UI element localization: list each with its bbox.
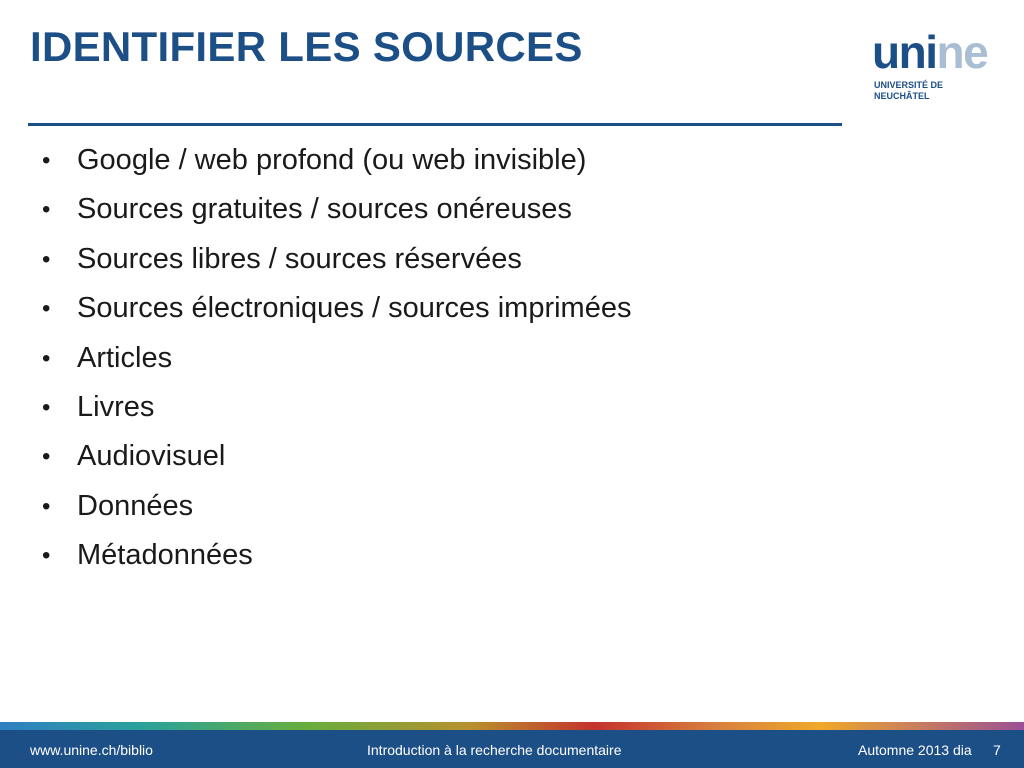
bullet-text: Livres	[77, 390, 155, 423]
footer-url: www.unine.ch/biblio	[30, 742, 153, 758]
bullet-icon: •	[42, 542, 51, 570]
footer-slide-number: 7	[993, 742, 1001, 758]
slide-title: IDENTIFIER LES SOURCES	[30, 23, 583, 70]
logo-wordmark-dark: uni	[872, 26, 937, 78]
bullet-icon: •	[42, 344, 51, 372]
footer-color-stripe	[0, 722, 1024, 730]
university-logo	[872, 28, 990, 104]
logo-wordmark-light: ne	[936, 26, 988, 78]
bullet-icon: •	[42, 443, 51, 471]
logo-wordmark	[872, 28, 987, 76]
bullet-text: Données	[77, 489, 194, 522]
bullet-text: Google / web profond (ou web invisible)	[77, 144, 587, 176]
footer-bar	[0, 730, 1024, 768]
bullet-text: Sources gratuites / sources onéreuses	[77, 193, 572, 226]
bullet-text: Articles	[77, 341, 173, 374]
title-underline	[28, 123, 842, 126]
bullet-text: Sources électroniques / sources imprimées	[77, 292, 632, 325]
bullet-icon: •	[42, 196, 51, 224]
logo-subtitle-line-2: NEUCHÂTEL	[874, 91, 930, 101]
bullet-icon: •	[42, 295, 51, 323]
bullet-icon: •	[42, 393, 51, 421]
bullet-text: Audiovisuel	[77, 440, 226, 473]
logo-subtitle-line-1: UNIVERSITÉ DE	[874, 80, 944, 90]
bullet-text: Métadonnées	[77, 539, 253, 572]
logo-subtitle	[874, 80, 943, 102]
footer-course-title: Introduction à la recherche documentaire	[367, 742, 622, 758]
bullet-icon: •	[42, 245, 51, 273]
bullet-text: Sources libres / sources réservées	[77, 242, 522, 275]
bullet-icon: •	[42, 147, 51, 174]
bullet-icon: •	[42, 492, 51, 520]
footer-semester-label: Automne 2013 dia	[858, 742, 972, 758]
